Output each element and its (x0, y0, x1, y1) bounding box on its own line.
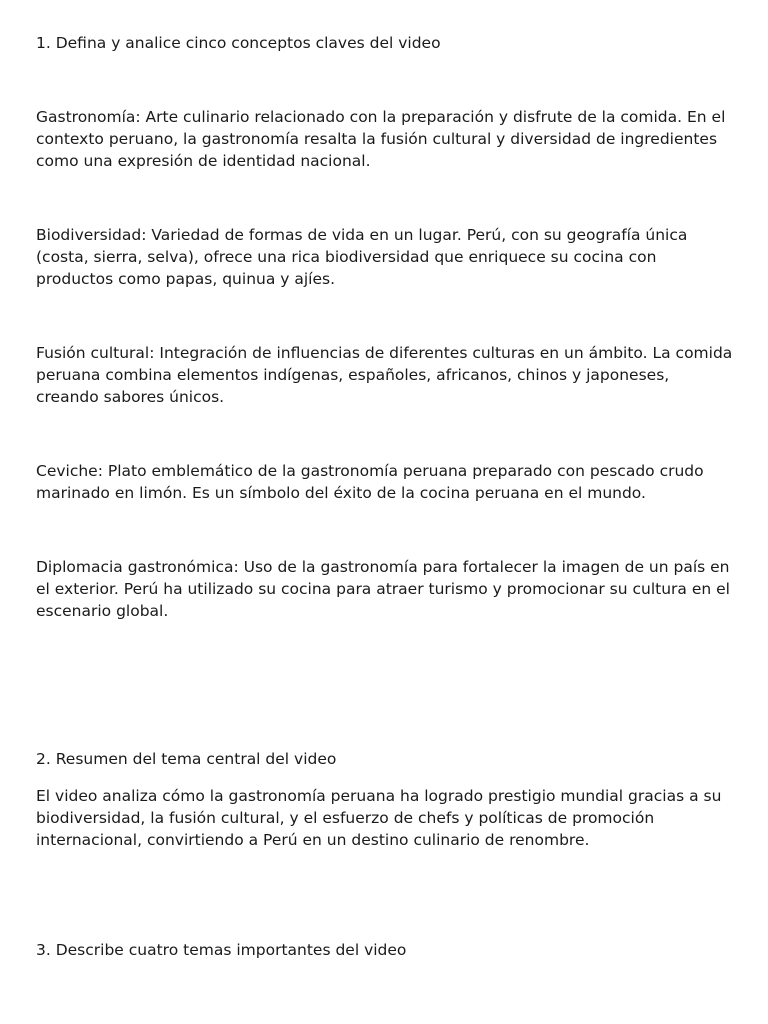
concept-ceviche: Ceviche: Plato emblemático de la gastronomía peruana preparado con pescado crudo marinado en limón. Es un símbolo del éxito de la cocina peruana en el mundo. (36, 462, 704, 502)
question-1-heading: 1. Defina y analice cinco conceptos claves del video (36, 34, 441, 52)
question-2-heading: 2. Resumen del tema central del video (36, 750, 337, 768)
concept-fusion-cultural: Fusión cultural: Integración de influencias de diferentes culturas en un ámbito. La comida peruana combina elementos indígenas, españoles, africanos, chinos y japoneses, creando sabores únicos. (36, 344, 733, 406)
concept-biodiversidad: Biodiversidad: Variedad de formas de vida en un lugar. Perú, con su geografía única (costa, sierra, selva), ofrece una rica biodiversidad que enriquece su cocina con productos como papas, quinua y ajíes. (36, 226, 688, 288)
concept-diplomacia-gastronomica: Diplomacia gastronómica: Uso de la gastronomía para fortalecer la imagen de un país en el exterior. Perú ha utilizado su cocina para atraer turismo y promocionar su cultura en el escenario global. (36, 558, 730, 620)
question-2-answer: El video analiza cómo la gastronomía peruana ha logrado prestigio mundial gracias a su biodiversidad, la fusión cultural, y el esfuerzo de chefs y políticas de promoción internacional, convirtiendo a Perú en un destino culinario de renombre. (36, 787, 722, 849)
concept-gastronomia: Gastronomía: Arte culinario relacionado con la preparación y disfrute de la comida. En el contexto peruano, la gastronomía resalta la fusión cultural y diversidad de ingredientes como una expresión de identidad nacional. (36, 108, 726, 170)
question-3-heading: 3. Describe cuatro temas importantes del video (36, 941, 407, 959)
